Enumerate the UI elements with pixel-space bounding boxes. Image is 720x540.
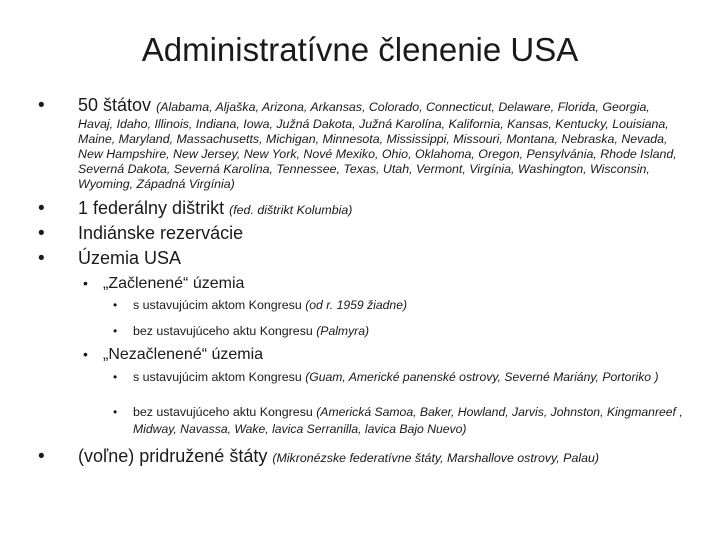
bullet-dot: •	[113, 298, 118, 312]
incorporated-without-act-label: bez ustavujúceho aktu Kongresu	[133, 324, 313, 338]
bullet-territories	[38, 247, 680, 270]
bullet-dot: •	[83, 346, 88, 362]
associated-label: (voľne) pridružené štáty	[78, 446, 268, 466]
incorporated-with-act-label: s ustavujúcim aktom Kongresu	[133, 298, 302, 312]
states-list-first: (Alabama, Aljaška, Arizona, Arkansas, Colorado, Connecticut, Delaware, Florida, Georgia,	[156, 100, 650, 114]
incorporated-with-act-note: (od r. 1959 žiadne)	[305, 298, 408, 312]
bullet-reservations	[38, 222, 680, 245]
bullet-dot: •	[38, 95, 45, 116]
unincorporated-without-act-note: (Americká Samoa, Baker, Howland, Jarvis, Johnston, Kingmanreef , Midway, Navassa, Wake, lavica Serranilla, lavica Bajo Nuevo)	[133, 405, 683, 436]
district-text	[78, 197, 352, 219]
associated-text	[78, 445, 599, 467]
bullet-dot: •	[38, 248, 45, 269]
bullet-dot: •	[83, 275, 88, 291]
bullet-dot: •	[38, 223, 45, 244]
bullet-incorporated	[83, 274, 683, 294]
states-text	[78, 94, 680, 192]
district-label: 1 federálny dištrikt	[78, 198, 225, 218]
unincorporated-with-act-label: s ustavujúcim aktom Kongresu	[133, 370, 302, 384]
bullet-dot: •	[38, 198, 45, 219]
bullet-incorporated-with-act	[113, 297, 683, 314]
bullet-dot: •	[113, 405, 118, 419]
incorporated-without-act-text	[133, 323, 369, 340]
unincorporated-with-act-note: (Guam, Americké panenské ostrovy, Severné Mariány, Portoriko )	[305, 370, 659, 384]
unincorporated-without-act-text	[133, 404, 683, 438]
unincorporated-with-act-text	[133, 369, 683, 386]
bullet-dot: •	[113, 370, 118, 384]
bullet-unincorporated	[83, 345, 683, 365]
bullet-associated	[38, 445, 688, 468]
unincorporated-without-act-label: bez ustavujúceho aktu Kongresu	[133, 405, 313, 419]
page-title: Administratívne členenie USA	[141, 31, 579, 68]
bullet-incorporated-without-act	[113, 323, 683, 340]
bullet-dot: •	[38, 446, 45, 467]
incorporated-without-act-note: (Palmyra)	[316, 324, 370, 338]
unincorporated-label: „Nezačlenené“ územia	[103, 346, 264, 363]
bullet-states	[38, 94, 680, 192]
states-label: 50 štátov	[78, 95, 152, 115]
bullet-unincorporated-without-act	[113, 404, 683, 438]
states-list-rest: Havaj, Idaho, Illinois, Indiana, Iowa, Južná Dakota, Južná Karolína, Kalifornia, Kansas, Kentucky, Louisiana, Maine, Maryland, Massachusetts, Michigan, Minnesota, Mississippi, Missouri, Montana, Nebraska, Nevada, New Hampshire, New Jersey, New York, Nové Mexiko, Ohio, Oklahoma, Oregon, Pensylvánia, Rhode Island, Severná Dakota, Severná Karolína, Tennessee, Texas, Utah, Vermont, Virgínia, Washington, Wisconsin, Wyoming, Západná Virgínia)	[78, 117, 677, 191]
bullet-district	[38, 197, 680, 220]
associated-note: (Mikronézske federatívne štáty, Marshallove ostrovy, Palau)	[272, 451, 600, 465]
reservations-label: Indiánske rezervácie	[78, 223, 244, 243]
territories-label: Územia USA	[78, 248, 182, 268]
bullet-dot: •	[113, 324, 118, 338]
incorporated-with-act-text	[133, 297, 407, 314]
incorporated-label: „Začlenené“ územia	[103, 275, 245, 292]
district-note: (fed. dištrikt Kolumbia)	[229, 203, 353, 217]
bullet-unincorporated-with-act	[113, 369, 683, 386]
